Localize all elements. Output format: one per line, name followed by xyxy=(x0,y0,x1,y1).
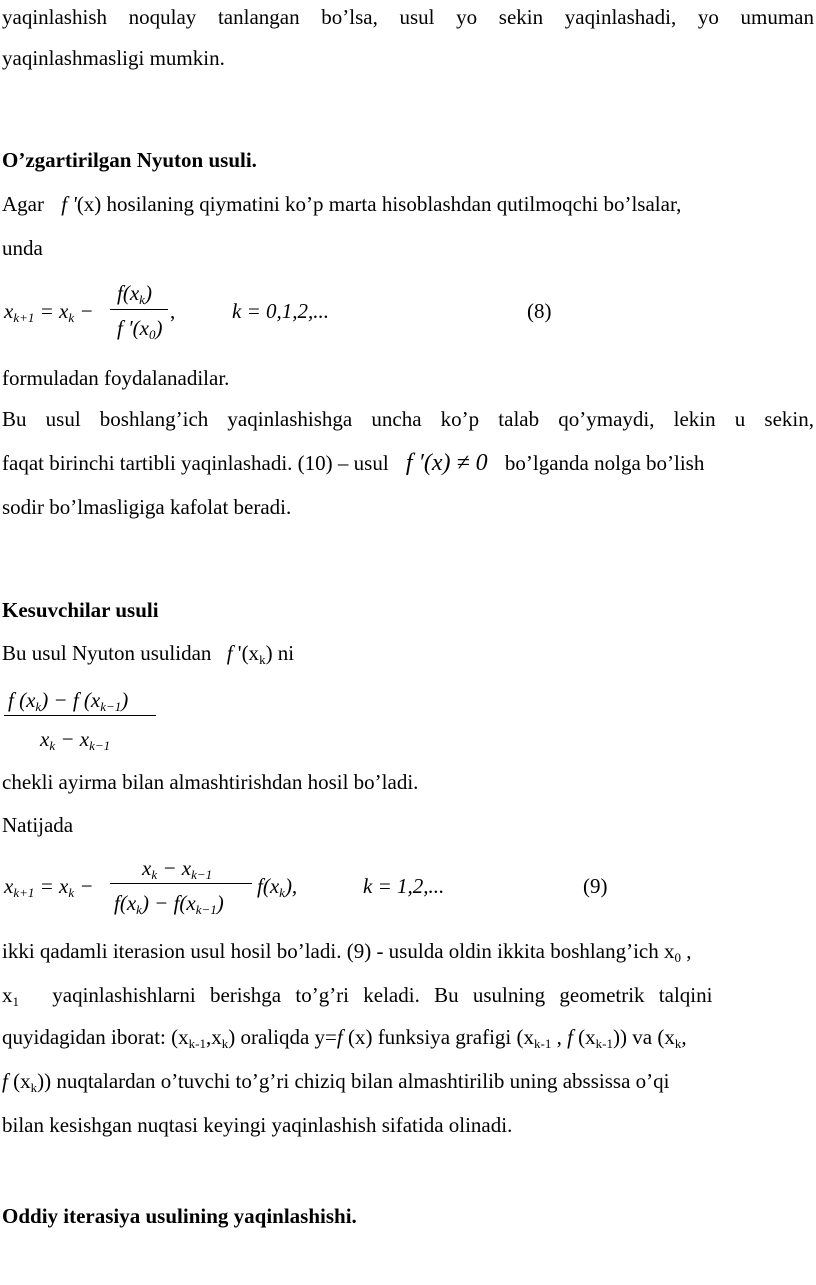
text-span: Bu usul Nyuton usulidan xyxy=(2,641,212,665)
text-span: (x xyxy=(13,1069,31,1093)
text-span: , xyxy=(551,1025,562,1049)
text-span: Agar xyxy=(2,192,44,216)
paragraph-line: sodir bo’lmasligiga kafolat beradi. xyxy=(2,495,292,519)
subscript: k-1 xyxy=(188,1036,206,1051)
section-heading-simple-iteration: Oddiy iterasiya usulining yaqinlashishi. xyxy=(2,1204,357,1228)
math-f: f xyxy=(2,1069,8,1093)
fraction-bar xyxy=(110,883,252,884)
math-f-prime: f ' xyxy=(61,192,77,216)
text-span: bo’lganda nolga bo’lish xyxy=(504,451,705,475)
text-span: ) oraliqda y= xyxy=(228,1025,337,1049)
text-span: quyidagidan iborat: (x xyxy=(2,1025,189,1049)
text-span: ) ni xyxy=(265,641,295,665)
paragraph-line: unda xyxy=(2,236,43,260)
subscript: k xyxy=(259,652,266,667)
paragraph-line xyxy=(2,1071,814,1094)
paragraph-line xyxy=(2,985,814,1008)
text-span: , xyxy=(680,939,692,963)
subscript: k xyxy=(30,1080,38,1095)
math-lhs: $x_{k+1} = x_k$ − xyxy=(4,299,94,325)
math-numerator: f $(x_k) - f$ $(x_{k-1})$ xyxy=(8,688,129,714)
math-numerator: $x_k - x_{k-1}$ xyxy=(142,856,213,882)
math-denominator: f $'(x_0)$ xyxy=(117,316,163,342)
math-comma: , xyxy=(170,299,176,323)
math-denominator: $x_k - x_{k-1}$ xyxy=(40,727,111,753)
subscript: 0 xyxy=(674,950,681,965)
subscript: k-1 xyxy=(595,1036,614,1051)
equation-number: (9) xyxy=(583,874,608,898)
text-span: (x) hosilaning qiymatini ko’p marta hisoblashdan qutilmoqchi bo’lsalar, xyxy=(76,192,682,216)
paragraph-line xyxy=(2,941,814,964)
text-span: ,x xyxy=(205,1025,222,1049)
subscript: k-1 xyxy=(533,1036,552,1051)
paragraph-line: bilan kesishgan nuqtasi keyingi yaqinlashish sifatida olinadi. xyxy=(2,1113,513,1137)
paragraph-line xyxy=(2,451,704,475)
text-span: x xyxy=(2,983,13,1007)
math-denominator: $f(x_k) - f(x_{k-1})$ xyxy=(114,891,224,917)
text-span: '(x xyxy=(237,641,260,665)
section-heading-secant: Kesuvchilar usuli xyxy=(2,598,159,622)
section-heading-modified-newton: O’zgartirilgan Nyuton usuli. xyxy=(2,148,257,172)
paragraph-line: chekli ayirma bilan almashtirishdan hosil bo’ladi. xyxy=(2,770,419,794)
subscript: k xyxy=(674,1036,682,1051)
paragraph-line xyxy=(2,194,814,215)
fraction-bar xyxy=(4,715,156,716)
math-k-range: k = 0,1,2,... xyxy=(232,299,329,323)
text-span: )) va (x xyxy=(613,1025,675,1049)
paragraph-line: yaqinlashish noqulay tanlangan bo’lsa, usul yo sekin yaqinlashadi, yo umuman xyxy=(2,5,814,29)
paragraph-line xyxy=(2,1027,814,1050)
text-span: (x) funksiya grafigi (x xyxy=(347,1025,534,1049)
text-span: yaqinlashishlarni berishga to’g’ri keladi. Bu usulning geometrik talqini xyxy=(52,983,713,1007)
math-inline-condition: f ′(x) ≠ 0 xyxy=(405,450,488,476)
paragraph-line: Bu usul boshlang’ich yaqinlashishga uncha ko’p talab qo’ymaydi, lekin u sekin, xyxy=(2,407,814,431)
text-span: faqat birinchi tartibli yaqinlashadi. (10) – usul xyxy=(2,451,389,475)
text-span: , xyxy=(681,1025,687,1049)
math-f: f xyxy=(336,1025,343,1049)
math-lhs: $x_{k+1} = x_k$ − xyxy=(4,874,94,900)
math-numerator: $f(x_k)$ xyxy=(117,281,152,307)
equation-number: (8) xyxy=(527,299,552,323)
paragraph-line: Natijada xyxy=(2,813,74,837)
paragraph-line: formuladan foydalanadilar. xyxy=(2,366,230,390)
paragraph-line: yaqinlashmasligi mumkin. xyxy=(2,46,225,70)
text-span: ikki qadamli iterasion usul hosil bo’ladi. (9) - usulda oldin ikkita boshlang’ich x xyxy=(2,939,675,963)
subscript: 1 xyxy=(12,994,19,1009)
math-f: f xyxy=(226,641,233,665)
paragraph-line xyxy=(2,643,294,666)
math-factor: $f(x_k)$, xyxy=(257,874,298,900)
subscript: k xyxy=(221,1036,229,1051)
math-f: f xyxy=(567,1025,573,1049)
text-span: )) nuqtalardan o’tuvchi to’g’ri chiziq bilan almashtirilib uning abssissa o’qi xyxy=(37,1069,670,1093)
math-k-range: k = 1,2,... xyxy=(363,874,445,898)
fraction-bar xyxy=(110,309,168,310)
text-span: (x xyxy=(578,1025,596,1049)
